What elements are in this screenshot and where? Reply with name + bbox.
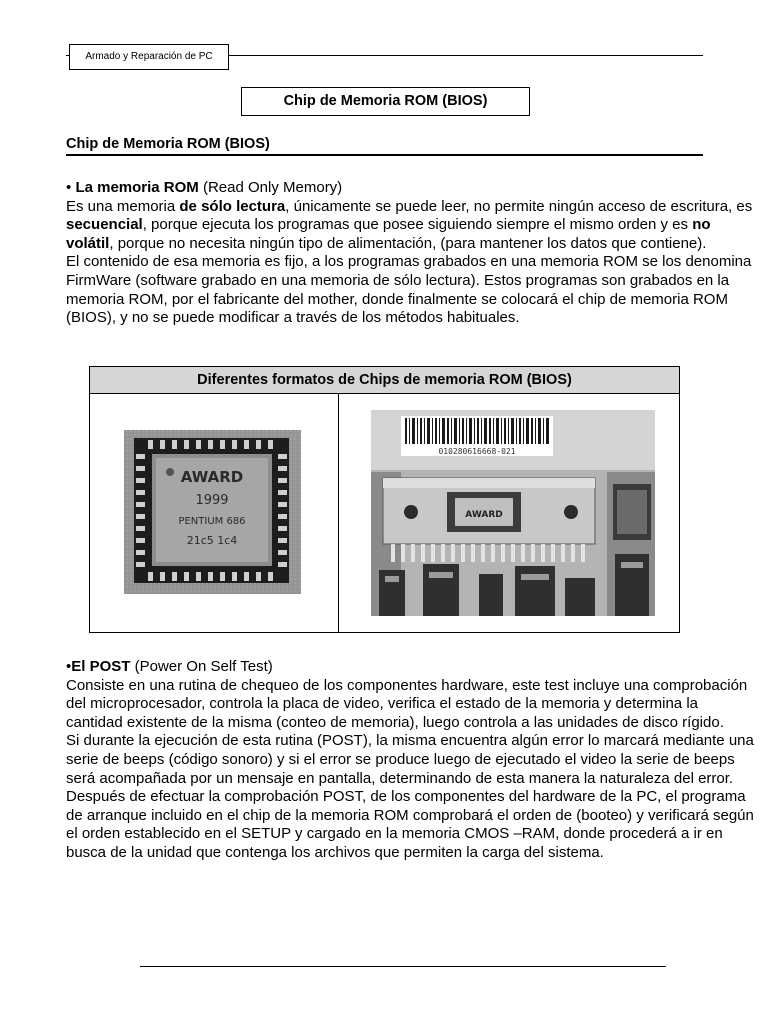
bullet: • [66,179,72,196]
rom-paragraph-1: Es una memoria de sólo lectura, únicamente se puede leer, no permite ningún acceso de escritura, es secuencial, porque ejecuta los programas que posee siguiendo siempre el mismo orden y es no volátil, porque no necesita ningún tipo de alimentación, (para mantener los datos que contiene). [66,197,753,252]
dip-chip-label: AWARD [465,510,503,520]
bullet: • [66,658,72,675]
header-tab: Armado y Reparación de PC [69,44,229,70]
rom-heading-line [66,179,756,198]
figure-table [89,366,680,633]
plcc-chip-text-1: AWARD [180,468,244,486]
post-paragraph-3: Después de efectuar la comprobación POST, de los componentes del hardware de la PC, el programa de arranque incluido en el chip de la memoria ROM comprobará el orden de (booteo) y verificará según el orden establecido en el SETUP y cargado en la memoria CMOS –RAM, donde procederá a ir en busca de la unidad que contenga los archivos que permiten la carga del sistema. [66,788,754,861]
rom-heading-note: (Read Only Memory) [202,179,343,196]
post-heading: El POST [71,658,131,675]
post-section [66,658,756,863]
rom-paragraph-2: El contenido de esa memoria es fijo, a los programas grabados en una memoria ROM se los denomina FirmWare (software grabado en una memoria de sólo lectura). Estos programas son grabados en la memoria ROM, por el fabricante del mother, donde finalmente se colocará el chip de memoria ROM (BIOS), y no se puede modificar a través de los métodos habituales. [66,253,752,327]
dip-bios-chip-image [339,394,681,633]
dip-barcode-text: 010280616668-021 [438,447,516,456]
plcc-bios-chip-image [90,394,338,633]
figure-cell-dip [339,394,681,633]
section-title: Chip de Memoria ROM (BIOS) [66,136,703,156]
figure-cell-plcc [90,394,339,633]
page-title: Chip de Memoria ROM (BIOS) [241,87,530,116]
rom-heading: La memoria ROM [75,179,199,196]
figure-caption: Diferentes formatos de Chips de memoria ROM (BIOS) [90,367,679,394]
post-heading-note: (Power On Self Test) [134,658,273,675]
plcc-chip-text-4: 21c5 1c4 [186,534,238,547]
post-paragraph-1: Consiste en una rutina de chequeo de los componentes hardware, este test incluye una comprobación del microprocesador, controla la placa de video, verifica el estado de la memoria y determina la cantidad existente de la misma (conteo de memoria), luego controla a las unidades de disco rígido. [66,676,748,731]
rom-section [66,179,756,328]
footer-rule [140,966,666,967]
plcc-chip-text-3: PENTIUM 686 [178,516,246,527]
post-paragraph-2: Si durante la ejecución de esta rutina (POST), la misma encuentra algún error lo marcará mediante una serie de beeps (código sonoro) y si el error se produce luego de ejecutado el video la serie de beeps será acompañada por un mensaje en pantalla, determinando de esta manera la naturaleza del error. [66,732,754,787]
post-heading-line [66,658,756,677]
plcc-chip-text-2: 1999 [195,493,229,508]
